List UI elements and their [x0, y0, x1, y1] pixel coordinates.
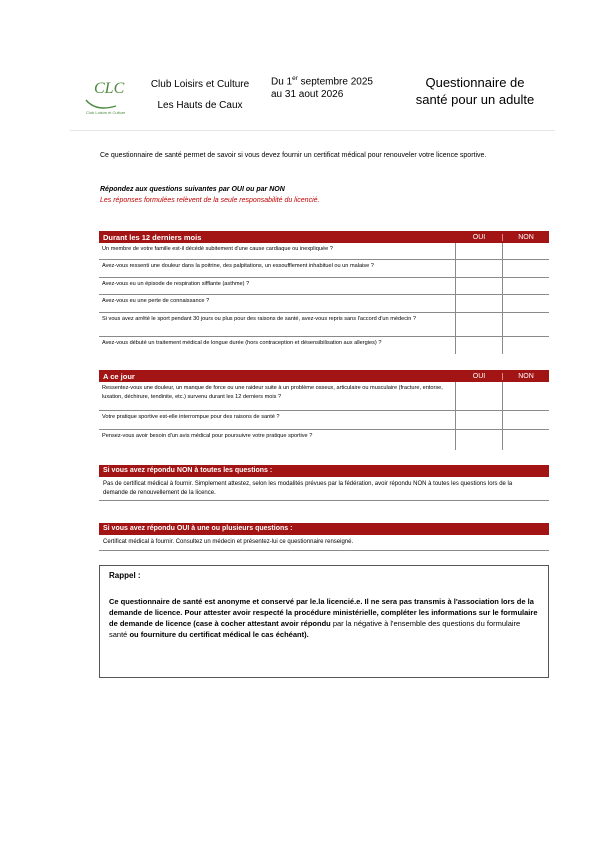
answer-no-cell[interactable] — [502, 243, 549, 259]
intro-text: Ce questionnaire de santé permet de savoir si vous devez fournir un certificat médical pour renouveler votre licence sportive. — [100, 152, 487, 159]
table-last-12-months — [99, 231, 549, 354]
section-divider — [99, 500, 549, 501]
answer-no-cell[interactable] — [502, 337, 549, 354]
table-row — [99, 260, 549, 278]
table-row — [99, 411, 549, 430]
col-yes: OUI — [472, 233, 486, 241]
section-no-text: Pas de certificat médical à fournir. Simplement attestez, selon les modalités prévues par la fédération, avoir répondu NON à toutes les questions lors de la demande de renouvellement de la licence. — [103, 481, 513, 496]
date-sup: er — [292, 75, 298, 82]
date-line-2: au 31 aout 2026 — [271, 89, 344, 101]
reminder-text-bold: Ce questionnaire de santé est anonyme et conservé par le.la licencié.e. Il ne sera pas transmis à l'association lors de la demande de licence. Pour attester avoir respecté la procédure ministérielle, compléter les informations sur le formulaire de demande de licence (case à cocher attestant avoir répondu — [109, 597, 538, 628]
question-text: Si vous avez arrêté le sport pendant 30 jours ou plus pour des raisons de santé, avez-vous repris sans l'accord d'un médecin ? — [102, 316, 417, 322]
table-row — [99, 430, 549, 450]
question-text: Votre pratique sportive est-elle interrompue pour des raisons de santé ? — [102, 414, 280, 420]
table-row — [99, 295, 549, 313]
answer-yes-cell[interactable] — [455, 278, 502, 294]
table-row — [99, 337, 549, 354]
section-yes-text: Certificat médical à fournir. Consultez un médecin et présentez-lui ce questionnaire renseigné. — [103, 539, 354, 545]
table-today — [99, 370, 549, 450]
organization-name — [140, 74, 260, 116]
title-line-1: Questionnaire de — [425, 75, 525, 90]
logo-letters: CLC — [94, 80, 125, 97]
season-dates — [271, 72, 373, 101]
question-text: Avez-vous eu un épisode de respiration sifflante (asthme) ? — [102, 281, 250, 287]
question-text: Un membre de votre famille est-il décédé subitement d'une cause cardiaque ou inexpliquée ? — [102, 246, 333, 252]
answer-yes-cell[interactable] — [455, 260, 502, 277]
answer-no-cell[interactable] — [502, 411, 549, 429]
question-text: Avez-vous ressenti une douleur dans la poitrine, des palpitations, un essoufflement inhabituel ou un malaise ? — [102, 263, 374, 269]
logo-caption: Club Loisirs et Culture — [86, 110, 126, 115]
section-no-header: Si vous avez répondu NON à toutes les questions : — [99, 465, 549, 477]
title-line-2: santé pour un adulte — [415, 92, 535, 107]
question-text: Ressentez-vous une douleur, un manque de force ou une raideur suite à un problème osseux, articulaire ou musculaire (fracture, entorse, luxation, déchirure, tendinite, etc.) survenu durant les 12 derniers mois ? — [102, 385, 443, 400]
org-line-1: Club Loisirs et Culture — [150, 79, 250, 90]
question-text: Avez-vous eu une perte de connaissance ? — [102, 298, 210, 304]
question-text: Pensez-vous avoir besoin d'un avis médical pour poursuivre votre pratique sportive ? — [102, 433, 313, 439]
date-prefix: Du 1 — [271, 76, 293, 88]
table-title: A ce jour — [103, 371, 135, 381]
table-row — [99, 382, 549, 411]
answer-yes-cell[interactable] — [455, 430, 502, 450]
section-divider — [99, 550, 549, 551]
org-line-2: Les Hauts de Caux — [157, 100, 243, 111]
table-header — [99, 231, 549, 243]
table-header — [99, 370, 549, 382]
answer-yes-cell[interactable] — [455, 411, 502, 429]
instruction-text: Répondez aux questions suivantes par OUI ou par NON — [100, 186, 285, 193]
club-logo — [80, 74, 132, 116]
answer-no-cell[interactable] — [502, 260, 549, 277]
question-text: Avez-vous débuté un traitement médical de longue durée (hors contraception et désensibilisation aux allergies) ? — [102, 340, 382, 346]
table-row — [99, 313, 549, 337]
reminder-box — [99, 565, 549, 678]
col-no: NON — [502, 373, 549, 380]
answer-no-cell[interactable] — [502, 430, 549, 450]
table-title: Durant les 12 derniers mois — [103, 232, 202, 242]
answer-no-cell[interactable] — [502, 313, 549, 336]
answer-no-cell[interactable] — [502, 382, 549, 410]
col-no: NON — [502, 234, 549, 241]
answer-yes-cell[interactable] — [455, 313, 502, 336]
answer-yes-cell[interactable] — [455, 382, 502, 410]
date-line-1-rest: septembre 2025 — [297, 76, 373, 88]
answer-no-cell[interactable] — [502, 295, 549, 312]
answer-yes-cell[interactable] — [455, 337, 502, 354]
answer-no-cell[interactable] — [502, 278, 549, 294]
answer-yes-cell[interactable] — [455, 295, 502, 312]
col-yes: OUI — [472, 372, 486, 380]
header-divider — [70, 130, 555, 131]
answer-yes-cell[interactable] — [455, 243, 502, 259]
reminder-text-bold-end: ou fourniture du certificat médical le cas échéant). — [127, 630, 309, 639]
table-row — [99, 278, 549, 295]
document-title — [405, 74, 545, 108]
reminder-title: Rappel : — [109, 571, 141, 580]
warning-text: Les réponses formulées relèvent de la seule responsabilité du licencié. — [100, 197, 320, 204]
reminder-text-normal: par la négative à l'ensemble des questions du formulaire santé — [109, 619, 521, 639]
table-row — [99, 243, 549, 260]
section-yes-header: Si vous avez répondu OUI à une ou plusieurs questions : — [99, 523, 549, 535]
reminder-text — [109, 596, 539, 640]
